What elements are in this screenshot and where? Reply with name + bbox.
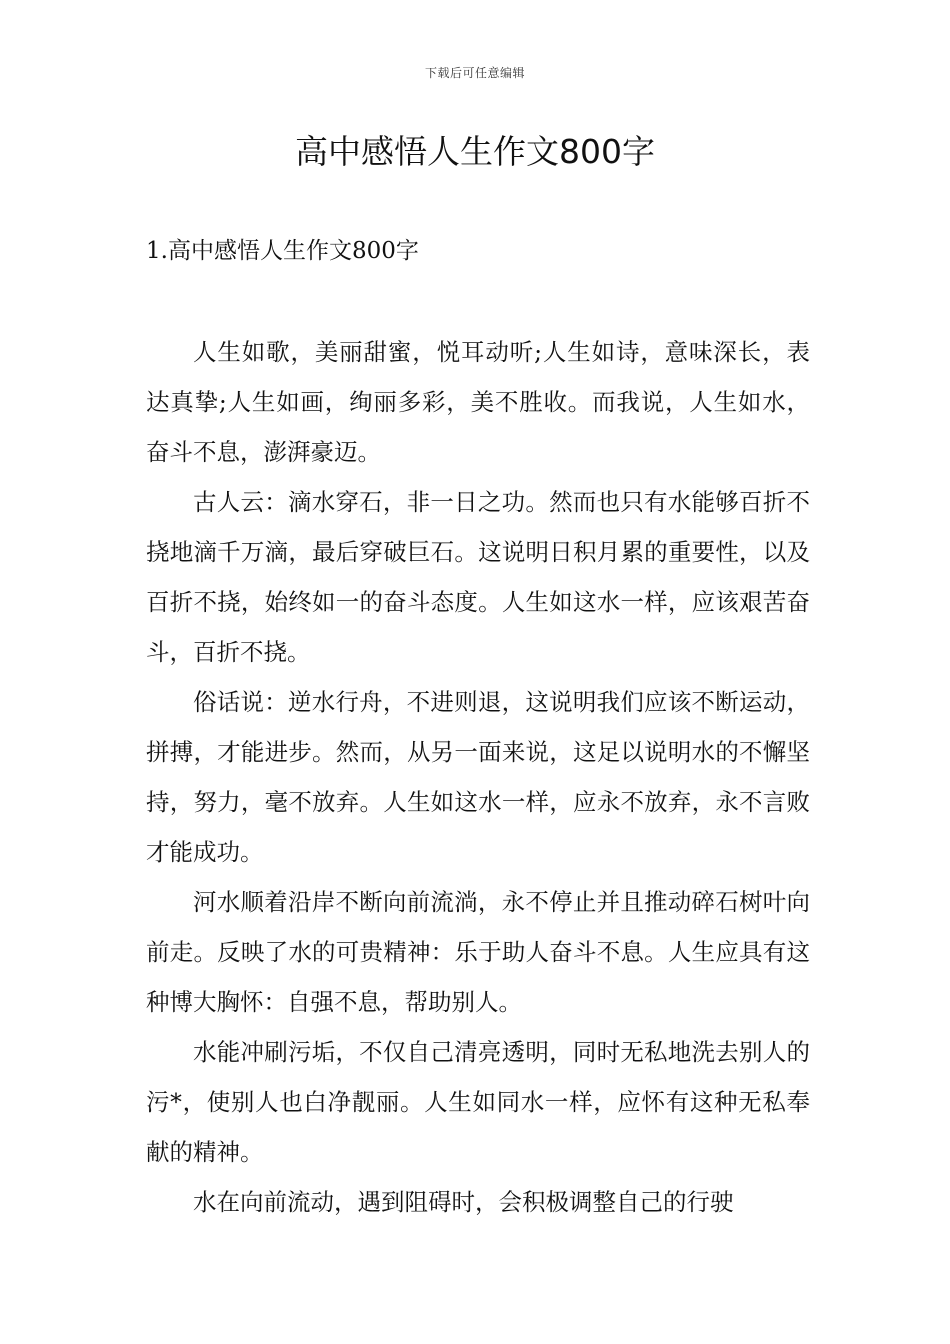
paragraph: 古人云：滴水穿石，非一日之功。然而也只有水能够百折不挠地滴千万滴，最后穿破巨石。这说明日积月累的重要性，以及百折不挠，始终如一的奋斗态度。人生如这水一样，应该艰苦奋斗，百折不挠。 <box>146 488 810 666</box>
paragraph: 河水顺着沿岸不断向前流淌，永不停止并且推动碎石树叶向前走。反映了水的可贵精神：乐于助人奋斗不息。人生应具有这种博大胸怀：自强不息，帮助别人。 <box>146 888 810 1016</box>
document-body <box>146 327 810 1227</box>
paragraph: 水能冲刷污垢，不仅自己清亮透明，同时无私地洗去别人的污*，使别人也白净靓丽。人生如同水一样，应怀有这种无私奉献的精神。 <box>146 1038 810 1166</box>
paragraph: 人生如歌，美丽甜蜜，悦耳动听;人生如诗，意味深长，表达真挚;人生如画，绚丽多彩，美不胜收。而我说，人生如水，奋斗不息，澎湃豪迈。 <box>146 338 810 466</box>
document-title: 高中感悟人生作文800字 <box>295 132 655 171</box>
header-note: 下载后可任意编辑 <box>424 66 525 80</box>
paragraph: 水在向前流动，遇到阻碍时，会积极调整自己的行驶 <box>193 1188 734 1216</box>
section-heading: 1.高中感悟人生作文800字 <box>146 238 419 264</box>
paragraph: 俗话说：逆水行舟，不进则退，这说明我们应该不断运动，拼搏，才能进步。然而，从另一面来说，这足以说明水的不懈坚持，努力，毫不放弃。人生如这水一样，应永不放弃，永不言败才能成功。 <box>146 688 810 866</box>
